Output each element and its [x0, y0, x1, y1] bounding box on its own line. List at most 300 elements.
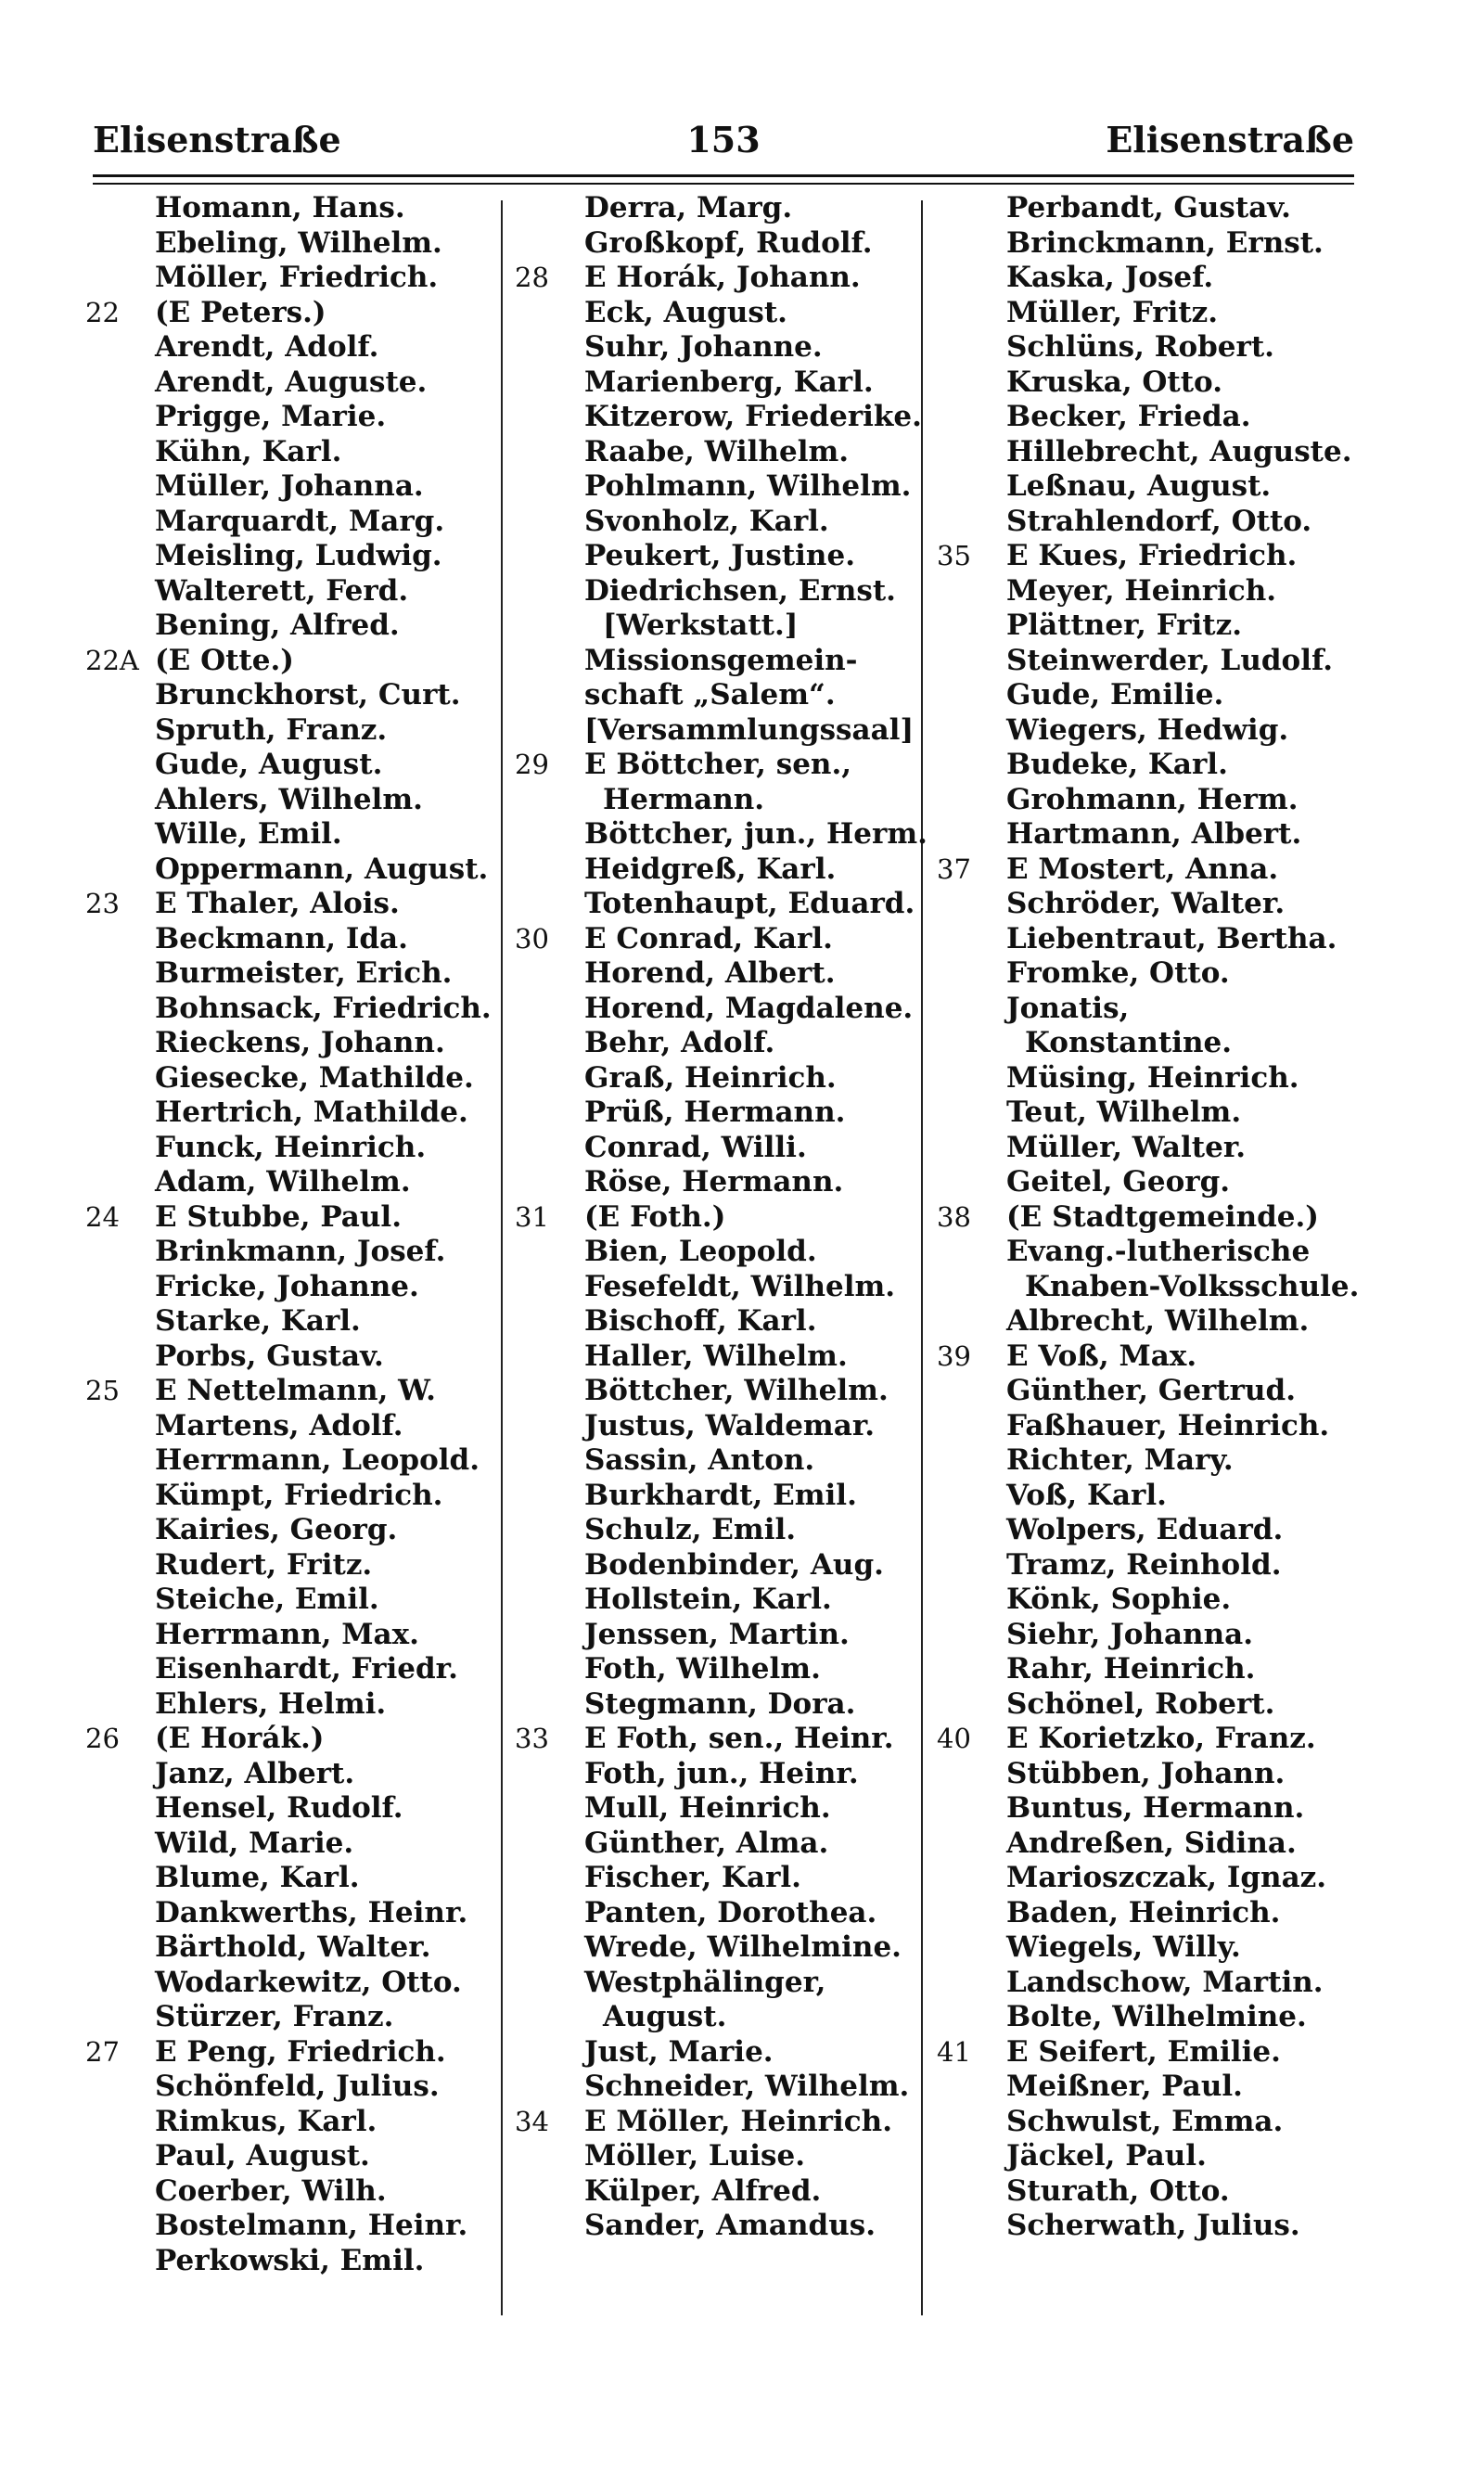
directory-column-3 [937, 191, 1373, 2244]
list-item [937, 1131, 1373, 1166]
house-number: 22 [85, 296, 120, 328]
resident-entry: E Nettelmann, W. [155, 1374, 436, 1407]
resident-entry: Wolpers, Eduard. [1006, 1513, 1284, 1546]
house-number: 37 [937, 852, 971, 885]
list-item [85, 2035, 521, 2070]
resident-entry: Spruth, Franz. [155, 712, 388, 747]
header-rule-thick [93, 174, 1354, 177]
list-item [515, 1513, 951, 1548]
list-item [515, 887, 951, 922]
house-number: 31 [515, 1200, 549, 1233]
list-item [937, 1722, 1373, 1757]
list-item [937, 748, 1373, 783]
resident-entry: E Thaler, Alois. [155, 887, 400, 920]
resident-entry: Missionsgemein- [584, 643, 858, 677]
resident-entry: Müller, Johanna. [155, 469, 424, 503]
resident-entry: Funck, Heinrich. [155, 1130, 427, 1164]
resident-entry: Hertrich, Mathilde. [155, 1096, 468, 1129]
resident-entry: Wrede, Wilhelmine. [584, 1930, 902, 1964]
resident-entry: Mull, Heinrich. [584, 1791, 831, 1825]
list-item [85, 1861, 521, 1896]
resident-entry: Justus, Waldemar. [584, 1408, 876, 1442]
resident-entry: Schulz, Emil. [584, 1513, 797, 1546]
list-item [515, 2035, 951, 2070]
list-item [85, 1548, 521, 1583]
resident-entry: Günther, Gertrud. [1006, 1374, 1296, 1407]
list-item [937, 644, 1373, 679]
resident-entry: Sturath, Otto. [1006, 2173, 1230, 2208]
resident-entry: Martens, Adolf. [155, 1408, 403, 1442]
list-item [85, 992, 521, 1027]
list-item [85, 1479, 521, 1514]
resident-entry: Schwulst, Emma. [1006, 2104, 1284, 2138]
list-item [85, 2000, 521, 2035]
resident-entry: Starke, Karl. [155, 1304, 361, 1338]
resident-entry: Haller, Wilhelm. [584, 1339, 848, 1373]
resident-entry: E Seifert, Emilie. [1006, 2034, 1281, 2069]
list-item [515, 1722, 951, 1757]
resident-entry: Wild, Marie. [155, 1826, 354, 1860]
list-item [937, 922, 1373, 957]
resident-entry: Bolte, Wilhelmine. [1006, 2000, 1307, 2033]
resident-entry: Foth, Wilhelm. [584, 1652, 821, 1686]
house-number: 23 [85, 888, 120, 919]
list-item [937, 1966, 1373, 2001]
resident-entry: Richter, Mary. [1006, 1443, 1234, 1477]
list-item [85, 1513, 521, 1548]
resident-entry: Brinckmann, Ernst. [1006, 225, 1324, 260]
resident-entry: Eck, August. [584, 295, 787, 329]
resident-entry: Behr, Adolf. [584, 1026, 775, 1059]
resident-entry: Strahlendorf, Otto. [1006, 504, 1312, 538]
list-item [515, 678, 951, 713]
list-item [937, 1304, 1373, 1340]
list-item [515, 2209, 951, 2244]
list-item [85, 1966, 521, 2001]
list-item [85, 1096, 521, 1131]
list-item [515, 922, 951, 957]
resident-entry: Albrecht, Wilhelm. [1006, 1304, 1310, 1338]
resident-entry: Kruska, Otto. [1006, 365, 1222, 399]
list-item [515, 2105, 951, 2140]
resident-entry: Plättner, Fritz. [1006, 609, 1243, 642]
resident-entry: Horend, Magdalene. [584, 991, 914, 1025]
list-item [85, 1930, 521, 1966]
house-number: 29 [515, 749, 549, 780]
list-item [85, 1827, 521, 1862]
resident-entry: Totenhaupt, Eduard. [584, 887, 915, 920]
house-number: 39 [937, 1340, 971, 1372]
resident-entry: Raabe, Wilhelm. [584, 434, 850, 468]
list-item [515, 609, 951, 644]
resident-entry: Böttcher, jun., Herm. [584, 817, 928, 851]
list-item [515, 1061, 951, 1096]
list-item [937, 1270, 1373, 1305]
house-number: 40 [937, 1723, 971, 1754]
resident-entry: Bien, Leopold. [584, 1235, 817, 1268]
resident-entry: Walterett, Ferd. [155, 573, 409, 608]
resident-entry: Budeke, Karl. [1006, 748, 1228, 781]
resident-entry: Ahlers, Wilhelm. [155, 782, 423, 816]
resident-entry: Hartmann, Albert. [1006, 817, 1302, 851]
list-item [515, 1131, 951, 1166]
resident-entry: Adam, Wilhelm. [155, 1165, 411, 1199]
list-item [85, 817, 521, 852]
resident-entry: E Korietzko, Franz. [1006, 1722, 1316, 1755]
list-item [937, 713, 1373, 749]
directory-column-2 [515, 191, 951, 2244]
resident-entry: Evang.-lutherische [1006, 1235, 1311, 1268]
list-item [515, 261, 951, 296]
list-item [937, 226, 1373, 262]
resident-entry: Rieckens, Johann. [155, 1026, 445, 1059]
list-item [515, 574, 951, 609]
list-item [85, 2209, 521, 2244]
resident-entry: E Möller, Heinrich. [584, 2104, 892, 2138]
list-item [515, 817, 951, 852]
resident-entry: Tramz, Reinhold. [1006, 1547, 1282, 1582]
list-item [85, 330, 521, 365]
list-item [85, 539, 521, 574]
resident-entry: (E Otte.) [155, 643, 294, 677]
list-item [937, 435, 1373, 470]
resident-entry: Schröder, Walter. [1006, 887, 1286, 920]
resident-entry: Rahr, Heinrich. [1006, 1652, 1256, 1686]
running-head-left: Elisenstraße [93, 119, 341, 160]
list-item [937, 1479, 1373, 1514]
resident-entry: E Stubbe, Paul. [155, 1199, 402, 1234]
list-item [85, 435, 521, 470]
resident-entry: Paul, August. [155, 2139, 370, 2173]
resident-entry: Graß, Heinrich. [584, 1060, 837, 1095]
list-item [515, 1757, 951, 1792]
resident-entry: Janz, Albert. [155, 1756, 355, 1790]
resident-entry: Jäckel, Paul. [1006, 2139, 1207, 2173]
list-item [937, 1061, 1373, 1096]
resident-entry: E Conrad, Karl. [584, 921, 833, 955]
resident-entry: Steiche, Emil. [155, 1583, 379, 1616]
resident-entry: Meißner, Paul. [1006, 2070, 1243, 2103]
list-item [85, 1026, 521, 1061]
resident-entry: Möller, Luise. [584, 2139, 806, 2173]
resident-entry: Müller, Walter. [1006, 1130, 1247, 1164]
resident-entry: Marioszczak, Ignaz. [1006, 1861, 1327, 1894]
resident-entry: Horend, Albert. [584, 956, 836, 990]
list-item [515, 1618, 951, 1653]
resident-entry: Buntus, Hermann. [1006, 1791, 1305, 1825]
list-item [515, 330, 951, 365]
house-number: 28 [515, 262, 549, 293]
resident-entry: Heidgreß, Karl. [584, 852, 837, 886]
resident-entry: Bischoff, Karl. [584, 1304, 817, 1338]
resident-entry: E Böttcher, sen., [584, 748, 852, 781]
resident-entry: Marquardt, Marg. [155, 504, 445, 538]
resident-entry: Günther, Alma. [584, 1826, 829, 1860]
resident-entry: Baden, Heinrich. [1006, 1895, 1281, 1929]
house-number: 27 [85, 2035, 120, 2068]
resident-entry: Oppermann, August. [155, 852, 489, 886]
list-item [85, 261, 521, 296]
list-item [85, 1757, 521, 1792]
list-item [937, 2174, 1373, 2210]
list-item [937, 1548, 1373, 1583]
resident-entry: Meisling, Ludwig. [155, 539, 442, 572]
resident-entry: E Mostert, Anna. [1006, 852, 1279, 886]
resident-entry: Sassin, Anton. [584, 1443, 815, 1477]
resident-entry: Peukert, Justine. [584, 539, 855, 572]
resident-entry: Hermann. [603, 782, 765, 816]
list-item [85, 2070, 521, 2105]
list-item [515, 539, 951, 574]
list-item [515, 1374, 951, 1409]
list-item [937, 783, 1373, 818]
resident-entry: (E Horák.) [155, 1722, 325, 1755]
list-item [85, 400, 521, 435]
resident-entry: Bodenbinder, Aug. [584, 1547, 884, 1582]
list-item [85, 956, 521, 992]
resident-entry: Burkhardt, Emil. [584, 1478, 857, 1512]
list-item [515, 1930, 951, 1966]
resident-entry: Bärthold, Walter. [155, 1930, 431, 1964]
resident-entry: Homann, Hans. [155, 191, 405, 224]
resident-entry: Conrad, Willi. [584, 1130, 807, 1164]
resident-entry: Sander, Amandus. [584, 2209, 876, 2242]
list-item [85, 1687, 521, 1723]
resident-entry: Leßnau, August. [1006, 469, 1272, 503]
resident-entry: Könk, Sophie. [1006, 1583, 1232, 1616]
list-item [937, 2105, 1373, 2140]
resident-entry: Giesecke, Mathilde. [155, 1060, 474, 1095]
list-item [515, 1409, 951, 1444]
list-item [85, 887, 521, 922]
list-item [85, 469, 521, 505]
list-item [85, 922, 521, 957]
resident-entry: Jenssen, Martin. [584, 1617, 850, 1651]
resident-entry: Pohlmann, Wilhelm. [584, 469, 912, 503]
house-number: 25 [85, 1375, 120, 1406]
resident-entry: Möller, Friedrich. [155, 261, 439, 294]
list-item [515, 2070, 951, 2105]
list-item [85, 1340, 521, 1375]
list-item [85, 574, 521, 609]
resident-entry: Brunckhorst, Curt. [155, 678, 461, 711]
list-item [515, 2174, 951, 2210]
resident-entry: Kairies, Georg. [155, 1513, 398, 1546]
list-item [937, 1618, 1373, 1653]
list-item [85, 1791, 521, 1827]
house-number: 30 [515, 922, 549, 955]
list-item [85, 505, 521, 540]
list-item [937, 1026, 1373, 1061]
resident-entry: Rudert, Fritz. [155, 1547, 373, 1582]
list-item [515, 644, 951, 679]
list-item [937, 1235, 1373, 1270]
resident-entry: Wodarkewitz, Otto. [155, 1965, 462, 1999]
resident-entry: Bening, Alfred. [155, 609, 400, 642]
resident-entry: E Peng, Friedrich. [155, 2034, 446, 2069]
resident-entry: E Horák, Johann. [584, 261, 861, 294]
list-item [937, 191, 1373, 226]
list-item [937, 956, 1373, 992]
resident-entry: Beckmann, Ida. [155, 921, 408, 955]
list-item [85, 1443, 521, 1479]
list-item [937, 1827, 1373, 1862]
list-item [937, 609, 1373, 644]
list-item [85, 713, 521, 749]
resident-entry: Knaben-Volksschule. [1025, 1269, 1360, 1303]
list-item [937, 1583, 1373, 1618]
list-item [85, 2244, 521, 2279]
resident-entry: Perbandt, Gustav. [1006, 191, 1291, 224]
resident-entry: Grohmann, Herm. [1006, 782, 1298, 816]
house-number: 24 [85, 1200, 120, 1233]
list-item [85, 1200, 521, 1236]
list-item [85, 1270, 521, 1305]
list-item [937, 2139, 1373, 2174]
list-item [515, 1687, 951, 1723]
resident-entry: Arendt, Auguste. [155, 365, 428, 399]
house-number: 38 [937, 1200, 971, 1233]
resident-entry: Konstantine. [1025, 1026, 1233, 1059]
resident-entry: Fischer, Karl. [584, 1861, 801, 1894]
list-item [937, 1165, 1373, 1200]
list-item [85, 748, 521, 783]
resident-entry: Brinkmann, Josef. [155, 1235, 446, 1268]
list-item [515, 713, 951, 749]
list-item [85, 644, 521, 679]
resident-entry: Gude, Emilie. [1006, 678, 1224, 711]
list-item [515, 1827, 951, 1862]
list-item [515, 852, 951, 888]
resident-entry: Schönfeld, Julius. [155, 2070, 440, 2103]
resident-entry: Landschow, Martin. [1006, 1965, 1324, 1999]
list-item [515, 1165, 951, 1200]
list-item [85, 1896, 521, 1931]
list-item [515, 1548, 951, 1583]
list-item [515, 1235, 951, 1270]
list-item [515, 1340, 951, 1375]
resident-entry: Geitel, Georg. [1006, 1165, 1231, 1199]
list-item [515, 1479, 951, 1514]
resident-entry: Marienberg, Karl. [584, 365, 874, 399]
resident-entry: Burmeister, Erich. [155, 956, 453, 990]
list-item [85, 2174, 521, 2210]
list-item [85, 365, 521, 401]
list-item [937, 2209, 1373, 2244]
list-item [937, 678, 1373, 713]
resident-entry: August. [603, 2000, 727, 2033]
resident-entry: Kümpt, Friedrich. [155, 1478, 443, 1512]
resident-entry: (E Peters.) [155, 295, 326, 329]
page-number: 153 [686, 119, 761, 160]
resident-entry: Fromke, Otto. [1006, 956, 1230, 990]
resident-entry: (E Stadtgemeinde.) [1006, 1199, 1319, 1234]
list-item [937, 574, 1373, 609]
list-item [515, 1861, 951, 1896]
list-item [515, 748, 951, 783]
resident-entry: Hollstein, Karl. [584, 1583, 832, 1616]
list-item [937, 1896, 1373, 1931]
list-item [515, 505, 951, 540]
resident-entry: Blume, Karl. [155, 1861, 360, 1894]
list-item [937, 1374, 1373, 1409]
list-item [85, 226, 521, 262]
house-number: 35 [937, 540, 971, 571]
list-item [515, 1791, 951, 1827]
resident-entry: Foth, jun., Heinr. [584, 1756, 859, 1790]
list-item [515, 1096, 951, 1131]
resident-entry: [Versammlungssaal] [584, 712, 915, 747]
resident-entry: Faßhauer, Heinrich. [1006, 1408, 1330, 1442]
resident-entry: Arendt, Adolf. [155, 330, 379, 364]
list-item [937, 992, 1373, 1027]
list-item [515, 992, 951, 1027]
resident-entry: Dankwerths, Heinr. [155, 1895, 468, 1929]
header-rule-thin [93, 183, 1354, 185]
resident-entry: Becker, Frieda. [1006, 400, 1251, 433]
list-item [937, 469, 1373, 505]
list-item [85, 1131, 521, 1166]
list-item [85, 1374, 521, 1409]
list-item [85, 783, 521, 818]
list-item [937, 2035, 1373, 2070]
resident-entry: Wiegels, Willy. [1006, 1930, 1241, 1964]
house-number: 26 [85, 1723, 120, 1754]
resident-entry: Liebentraut, Bertha. [1006, 921, 1337, 955]
resident-entry: (E Foth.) [584, 1199, 726, 1234]
list-item [937, 1096, 1373, 1131]
list-item [937, 1340, 1373, 1375]
list-item [937, 1687, 1373, 1723]
resident-entry: Scherwath, Julius. [1006, 2209, 1300, 2242]
list-item [85, 678, 521, 713]
list-item [937, 1652, 1373, 1687]
resident-entry: Suhr, Johanne. [584, 330, 823, 364]
resident-entry: Steinwerder, Ludolf. [1006, 643, 1334, 677]
resident-entry: Kaska, Josef. [1006, 261, 1214, 294]
resident-entry: Schneider, Wilhelm. [584, 2070, 910, 2103]
list-item [515, 296, 951, 331]
list-item [937, 1861, 1373, 1896]
resident-entry: Jonatis, [1006, 991, 1130, 1025]
list-item [515, 1966, 951, 2001]
list-item [85, 1235, 521, 1270]
house-number: 22A [85, 644, 139, 676]
list-item [515, 1304, 951, 1340]
list-item [515, 1270, 951, 1305]
resident-entry: Rimkus, Karl. [155, 2104, 377, 2138]
resident-entry: Herrmann, Max. [155, 1617, 419, 1651]
list-item [515, 1200, 951, 1236]
house-number: 41 [937, 2035, 971, 2068]
resident-entry: Ehlers, Helmi. [155, 1686, 387, 1721]
resident-entry: Hensel, Rudolf. [155, 1791, 403, 1825]
list-item [85, 1409, 521, 1444]
list-item [515, 469, 951, 505]
list-item [937, 1200, 1373, 1236]
list-item [515, 435, 951, 470]
list-item [515, 400, 951, 435]
resident-entry: Külper, Alfred. [584, 2173, 822, 2208]
list-item [85, 1722, 521, 1757]
list-item [85, 191, 521, 226]
resident-entry: Perkowski, Emil. [155, 2243, 425, 2277]
resident-entry: Fricke, Johanne. [155, 1269, 419, 1303]
list-item [85, 1652, 521, 1687]
list-item [85, 1618, 521, 1653]
list-item [515, 191, 951, 226]
resident-entry: Stürzer, Franz. [155, 2000, 394, 2033]
